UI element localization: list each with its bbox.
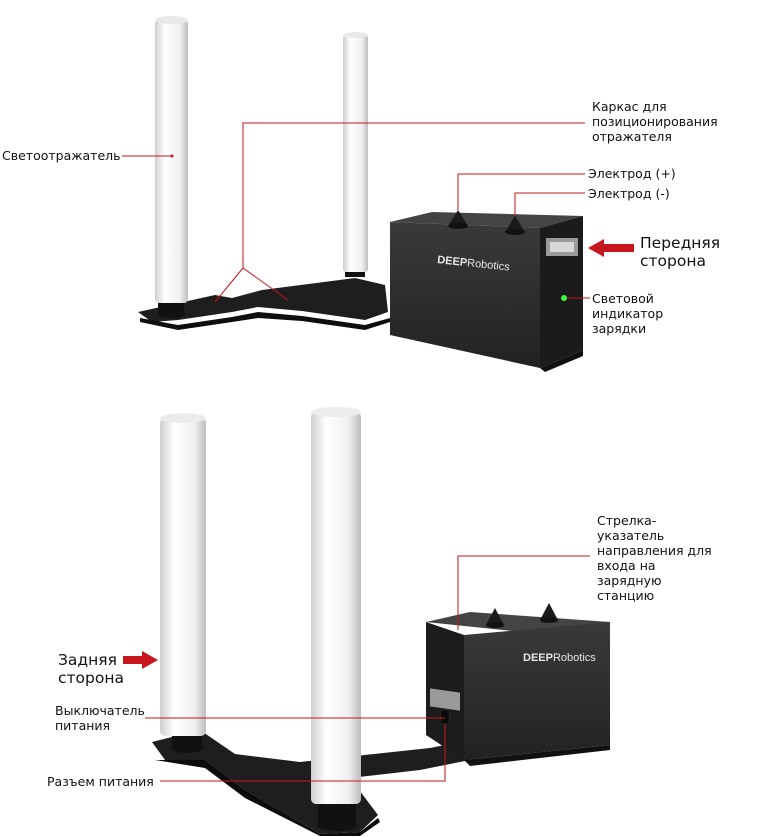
bottom-right-reflector-pole xyxy=(311,407,361,831)
label-front-side: Передняя сторона xyxy=(640,234,721,270)
front-side-arrow xyxy=(588,239,634,257)
label-reflector: Светоотражатель xyxy=(2,148,121,163)
bottom-power-switch xyxy=(441,710,449,724)
label-rear-side: Задняя сторона xyxy=(58,651,124,687)
label-power-switch: Выключатель питания xyxy=(55,703,145,733)
top-right-reflector-pole xyxy=(343,32,368,277)
leader-electrode-plus xyxy=(458,174,585,210)
top-charge-indicator-light xyxy=(561,295,567,301)
bottom-view xyxy=(123,407,610,836)
label-frame: Каркас для позиционирования отражателя xyxy=(592,99,718,144)
bottom-left-reflector-pole xyxy=(160,413,206,753)
label-electrode-minus: Электрод (-) xyxy=(588,186,670,201)
leader-electrode-minus xyxy=(515,193,585,216)
top-left-reflector-pole xyxy=(155,16,188,318)
top-charging-box xyxy=(390,210,583,372)
label-power-connector: Разъем питания xyxy=(47,774,154,789)
top-view xyxy=(122,16,634,372)
label-electrode-plus: Электрод (+) xyxy=(588,166,676,181)
label-charge-indicator: Световой индикатор зарядки xyxy=(592,291,664,336)
rear-side-arrow xyxy=(123,651,158,669)
bottom-logo: DEEPRobotics xyxy=(523,652,596,664)
bottom-charging-box xyxy=(426,603,610,766)
label-direction-arrow: Стрелка- указатель направления для входа на зарядную станцию xyxy=(597,513,712,603)
top-logo: DEEPRobotics xyxy=(436,254,511,274)
